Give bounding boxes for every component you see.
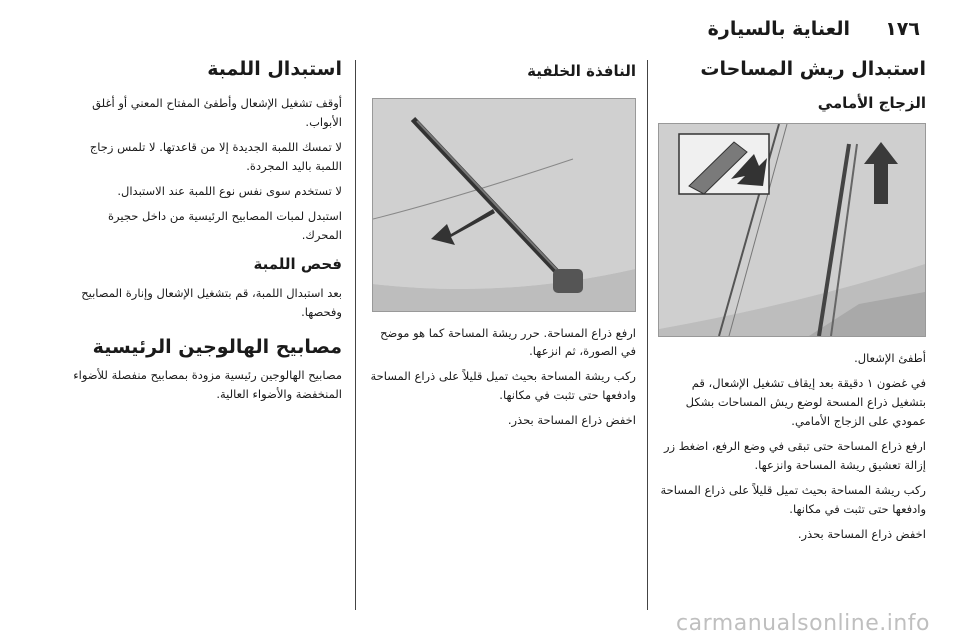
heading-wiper-replacement: استبدال ريش المساحات bbox=[700, 58, 926, 80]
paragraph-3: ارفع ذراع المساحة حتى تبقى في وضع الرفع، اضغط زر إزالة تعشيق ريشة المساحة وانزعها. bbox=[663, 439, 926, 473]
paragraph-4: استبدل لمبات المصابيح الرئيسية من داخل حجيرة المحرك. bbox=[108, 208, 342, 242]
paragraph-2: لا تمسك اللمبة الجديدة إلا من قاعدتها. لا تلمس زجاج اللمبة باليد المجردة. bbox=[89, 139, 342, 173]
paragraph-3: لا تستخدم سوى نفس نوع اللمبة عند الاستبدال. bbox=[117, 183, 342, 198]
page-header bbox=[0, 14, 960, 44]
paragraph-5: اخفض ذراع المساحة بحذر. bbox=[797, 527, 926, 541]
column-divider-left bbox=[355, 60, 356, 610]
watermark: carmanualsonline.info bbox=[676, 611, 930, 636]
subheading-bulb-check: فحص اللمبة bbox=[253, 254, 342, 273]
paragraph-3: اخفض ذراع المساحة بحذر. bbox=[507, 413, 636, 428]
paragraph-1: أطفئ الإشعال. bbox=[854, 351, 926, 366]
paragraph-4: ركب ريشة المساحة بحيث تميل قليلاً على ذراع المساحة وادفعها حتى تثبت في مكانها. bbox=[660, 483, 926, 517]
paragraph-bulb-check: بعد استبدال اللمبة، قم بتشغيل الإشعال وإنارة المصابيح وفحصها. bbox=[81, 286, 342, 319]
paragraph-1: أوقف تشغيل الإشعال وأطفئ المفتاح المعني أو أغلق الأبواب. bbox=[92, 95, 342, 129]
paragraph-halogen: مصابيح الهالوجين رئيسية مزودة بمصابيح منفصلة للأضواء المنخفضة والأضواء العالية. bbox=[73, 367, 342, 401]
heading-rear-window: النافذة الخلفية bbox=[527, 62, 636, 80]
rear-wiper-illustration bbox=[372, 98, 636, 312]
column-rear-window bbox=[368, 58, 636, 436]
subheading-halogen-headlights: مصابيح الهالوجين الرئيسية bbox=[92, 335, 342, 358]
windshield-wiper-illustration bbox=[658, 123, 926, 337]
paragraph-2: في غضون ١ دقيقة بعد إيقاف تشغيل الإشعال، قم بتشغيل ذراع المسحة لوضع ريش المساحات بشكل عمودي على الزجاج الأمامي. bbox=[685, 376, 926, 429]
column-bulb-replacement bbox=[72, 58, 342, 410]
column-wiper-windshield bbox=[658, 58, 926, 550]
subheading-windshield: الزجاج الأمامي bbox=[817, 93, 926, 112]
column-divider-right bbox=[647, 60, 648, 610]
paragraph-1: ارفع ذراع المساحة. حرر ريشة المساحة كما هو موضح في الصورة، ثم انزعها. bbox=[380, 325, 636, 359]
page-number: ١٧٦ bbox=[885, 18, 920, 40]
heading-bulb-replacement: استبدال اللمبة bbox=[207, 58, 342, 80]
paragraph-2: ركب ريشة المساحة بحيث تميل قليلاً على ذراع المساحة وادفعها حتى تثبت في مكانها. bbox=[370, 369, 636, 403]
running-header-title: العناية بالسيارة bbox=[707, 18, 850, 40]
